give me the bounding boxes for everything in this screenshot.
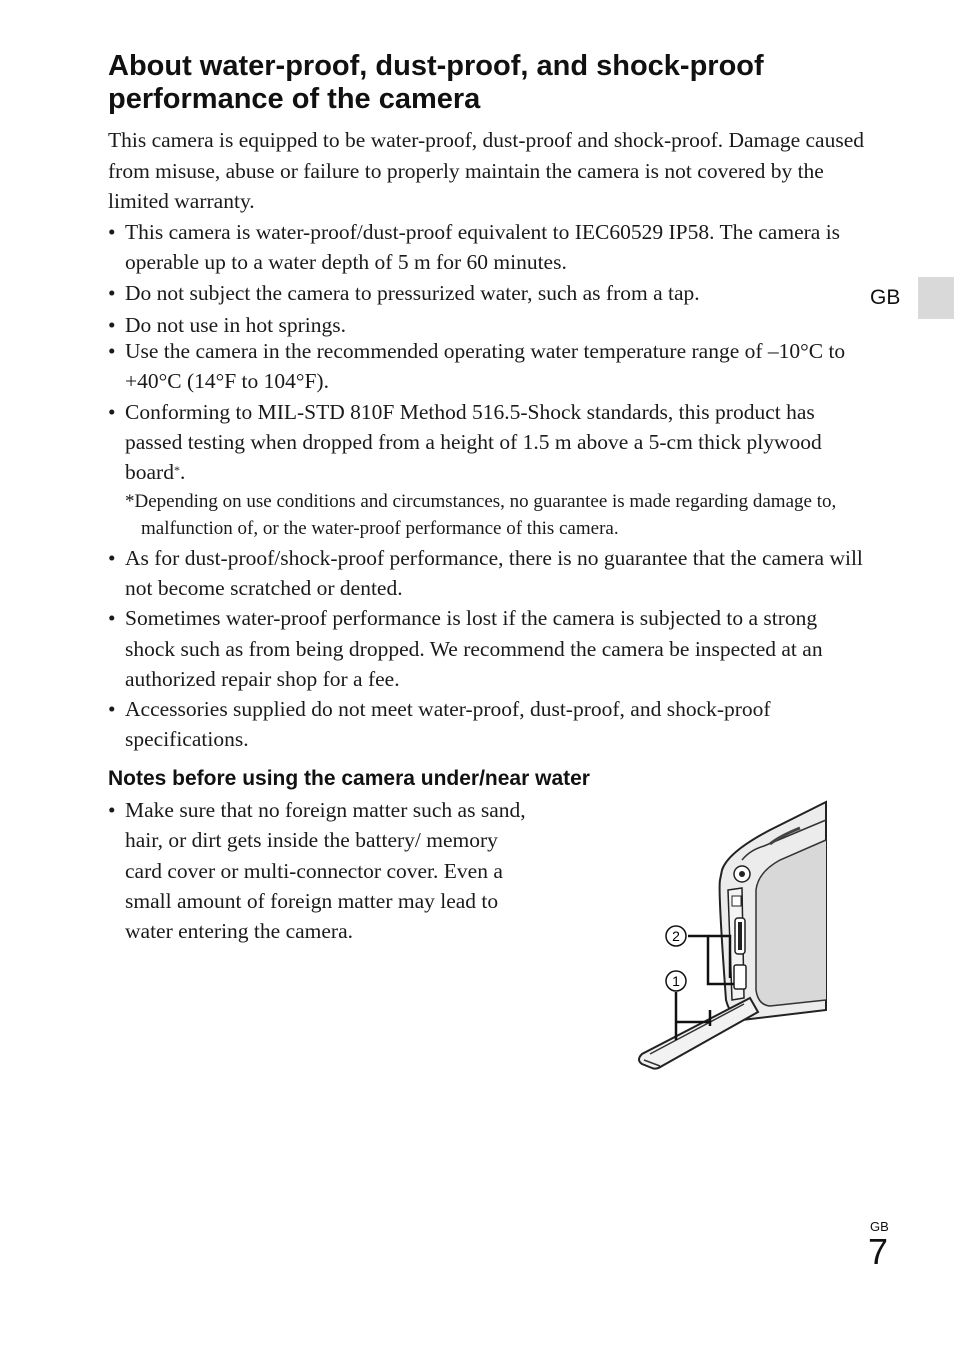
list-item: • Use the camera in the recommended operating water temperature range of –10°C to +40°C (14°F to 104°F). [108, 336, 868, 397]
language-tab [918, 277, 954, 319]
list-item: • Make sure that no foreign matter such as sand, hair, or dirt gets inside the battery/ memory card cover or multi-connector cover. Even a small amount of foreign matter may lead to water entering the camera. [108, 795, 528, 946]
list-item: • As for dust-proof/shock-proof performance, there is no guarantee that the camera will not become scratched or dented. [108, 543, 868, 604]
camera-cover-illustration [630, 800, 830, 1075]
notes-heading: Notes before using the camera under/near water [108, 767, 590, 790]
footnote-marker: * [173, 463, 180, 478]
page-title: About water-proof, dust-proof, and shock-proof performance of the camera [108, 50, 764, 115]
callout-1 [666, 971, 686, 991]
svg-text:1: 1 [672, 973, 680, 989]
intro-paragraph: This camera is equipped to be water-proof, dust-proof and shock-proof. Damage caused from misuse, abuse or failure to properly maintain the camera is not covered by the limited warranty. [108, 128, 864, 213]
performance-bullet-list [108, 217, 868, 755]
footnote [108, 488, 868, 542]
list-item: • Conforming to MIL-STD 810F Method 516.5-Shock standards, this product has passed testing when dropped from a height of 1.5 m above a 5-cm thick plywood board*. [108, 397, 868, 488]
list-item: • This camera is water-proof/dust-proof equivalent to IEC60529 IP58. The camera is operable up to a water depth of 5 m for 60 minutes. [108, 217, 868, 278]
callout-2 [666, 926, 686, 946]
list-item: • Accessories supplied do not meet water-proof, dust-proof, and shock-proof specifications. [108, 694, 868, 755]
page-region-label: GB [870, 1219, 889, 1234]
list-item: • Do not use in hot springs. [108, 310, 868, 340]
notes-bullet-list [108, 795, 528, 946]
language-tab-label: GB [870, 286, 901, 309]
list-item: • Do not subject the camera to pressurized water, such as from a tap. [108, 278, 868, 308]
footnote-text: *Depending on use conditions and circumstances, no guarantee is made regarding damage to, malfunction of, or the water-proof performance of this camera. [125, 490, 837, 539]
list-item: • Sometimes water-proof performance is lost if the camera is subjected to a strong shock such as from being dropped. We recommend the camera be inspected at an authorized repair shop for a fee. [108, 603, 868, 694]
page-number: 7 [868, 1231, 889, 1272]
svg-text:2: 2 [672, 928, 680, 944]
